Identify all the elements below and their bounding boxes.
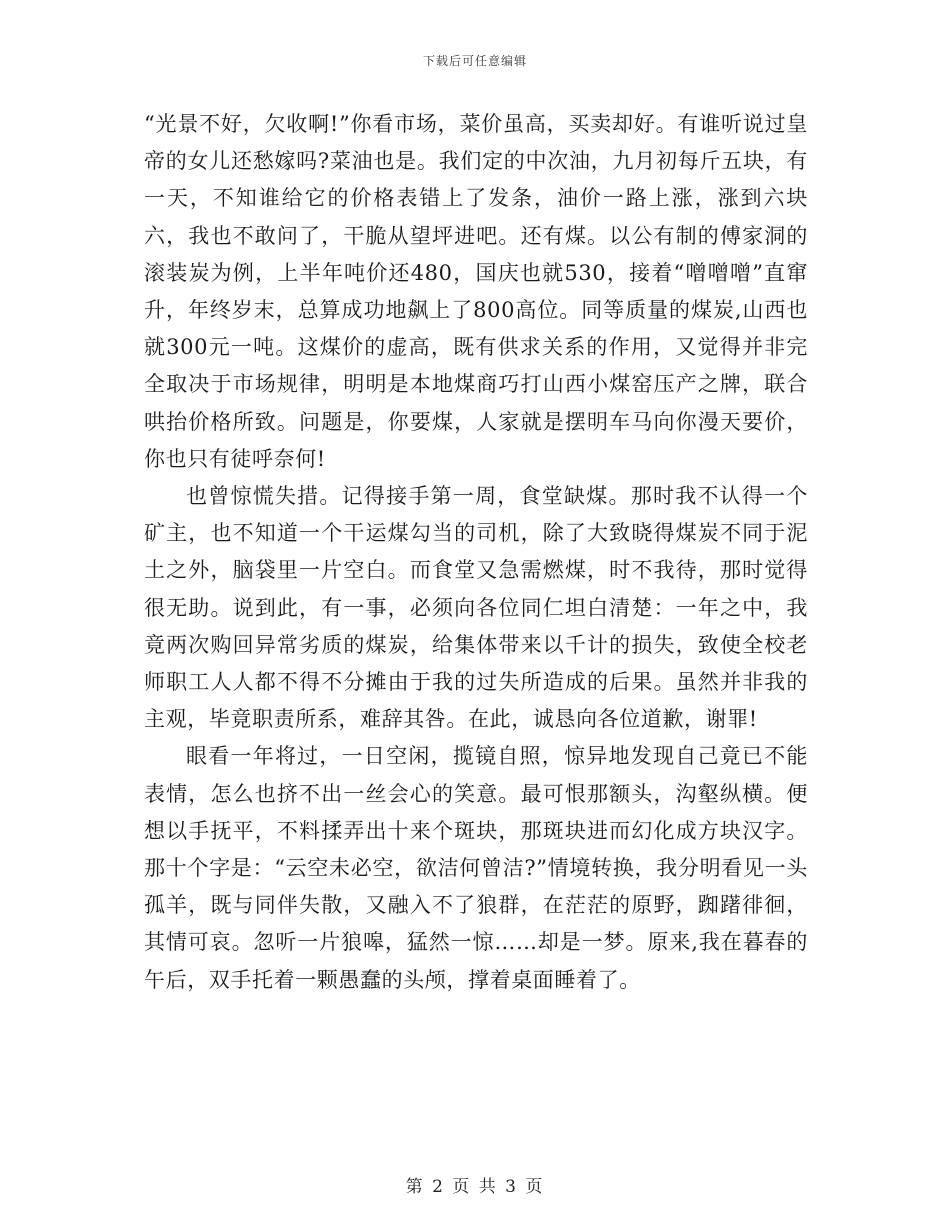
document-body (144, 106, 808, 999)
paragraph-1: “光景不好，欠收啊!”你看市场，菜价虽高，买卖却好。有谁听说过皇帝的女儿还愁嫁吗?菜油也是。我们定的中次油，九月初每斤五块，有一天，不知谁给它的价格表错上了发条，油价一路上涨，涨到六块六，我也不敢问了，干脆从望坪进吧。还有煤。以公有制的傅家洞的滚装炭为例，上半年吨价还480，国庆也就530，接着“噌噌噌”直窜升，年终岁末，总算成功地飙上了800高位。同等质量的煤炭,山西也就300元一吨。这煤价的虚高，既有供求关系的作用，又觉得并非完全取决于市场规律，明明是本地煤商巧打山西小煤窑压产之牌，联合哄抬价格所致。问题是，你要煤，人家就是摆明车马向你漫天要价，你也只有徒呼奈何! (144, 112, 808, 471)
page-footer: 第 2 页 共 3 页 (405, 1177, 545, 1197)
paragraph-3: 眼看一年将过，一日空闲，揽镜自照，惊异地发现自己竟已不能表情，怎么也挤不出一丝会心的笑意。最可恨那额头，沟壑纵横。便想以手抚平，不料揉弄出十来个斑块，那斑块进而幻化成方块汉字。那十个字是：“云空未必空，欲洁何曾洁?”情境转换，我分明看见一头孤羊，既与同伴失散，又融入不了狼群，在茫茫的原野，踟躇徘徊，其情可哀。忽听一片狼嗥，猛然一惊……却是一梦。原来,我在暮春的午后，双手托着一颗愚蠢的头颅，撑着桌面睡着了。 (144, 744, 808, 992)
paragraph-2: 也曾惊慌失措。记得接手第一周，食堂缺煤。那时我不认得一个矿主，也不知道一个干运煤勾当的司机，除了大致晓得煤炭不同于泥土之外，脑袋里一片空白。而食堂又急需燃煤，时不我待，那时觉得很无助。说到此，有一事，必须向各位同仁坦白清楚：一年之中，我竟两次购回异常劣质的煤炭，给集体带来以千计的损失，致使全校老师职工人人都不得不分摊由于我的过失所造成的后果。虽然并非我的主观，毕竟职责所系，难辞其咎。在此，诚恳向各位道歉，谢罪! (144, 484, 808, 732)
page-header: 下载后可任意编辑 (422, 54, 527, 68)
